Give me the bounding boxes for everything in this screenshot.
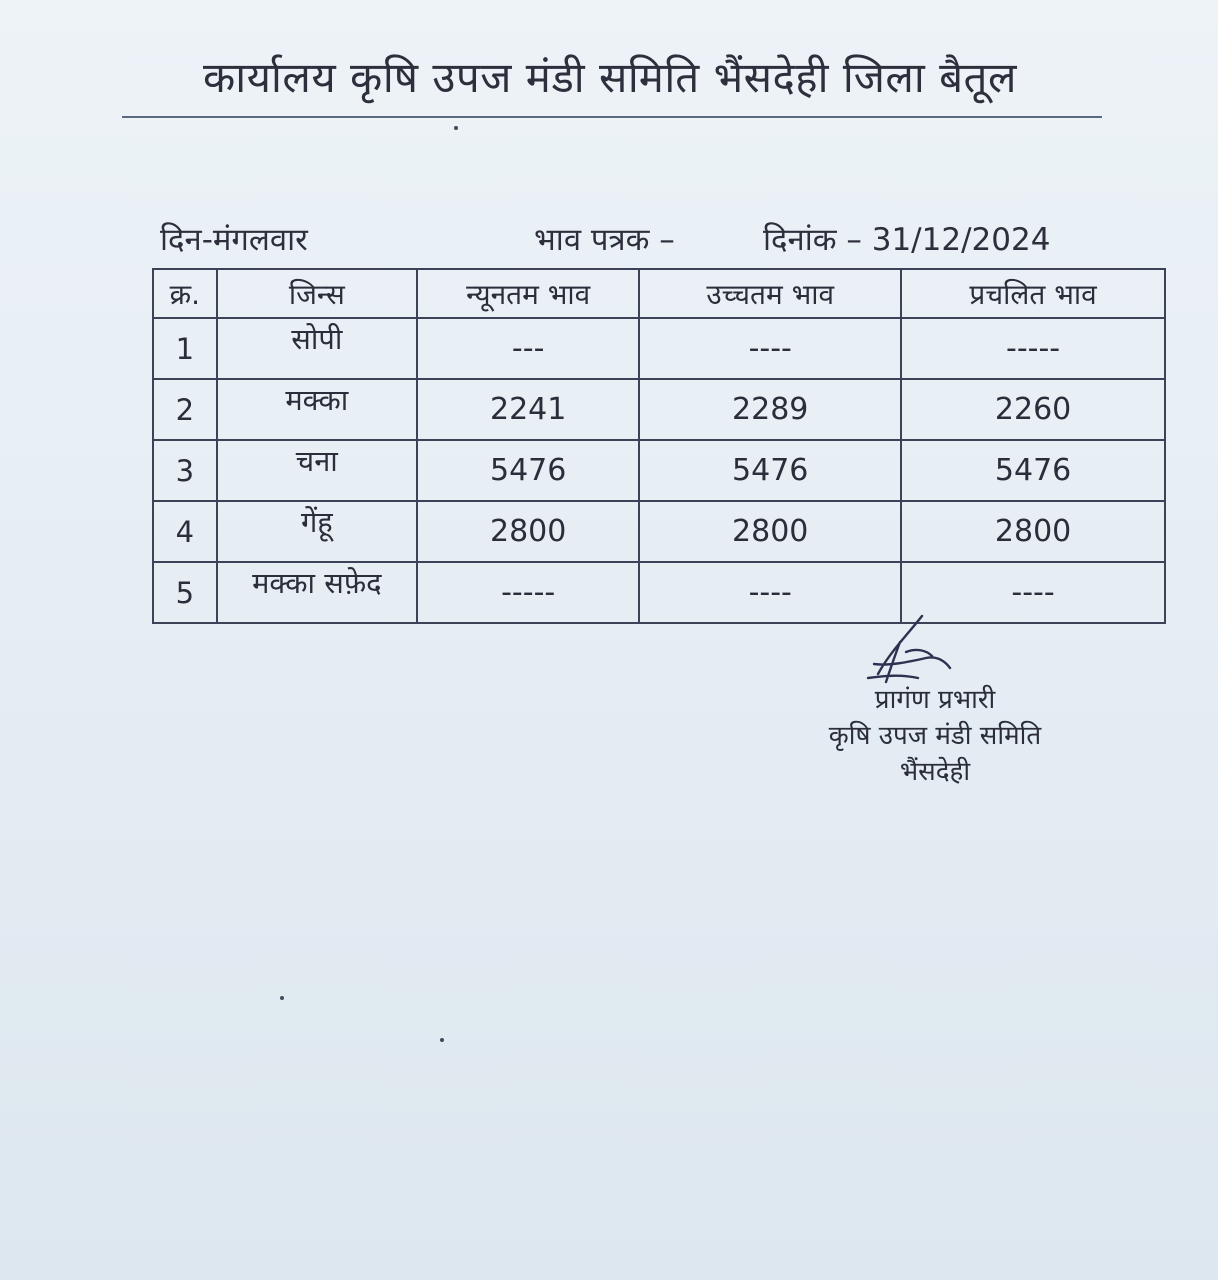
header-min-rate: न्यूनतम भाव <box>417 269 639 318</box>
commodity-cell: सोपी <box>217 318 417 379</box>
commodity-cell: मक्का सफ़ेद <box>217 562 417 623</box>
table-row <box>153 440 1165 501</box>
prevailing-rate-cell: ----- <box>901 318 1165 379</box>
day-label: दिन-मंगलवार <box>160 222 308 258</box>
min-rate-cell: ----- <box>417 562 639 623</box>
min-rate-cell: 5476 <box>417 440 639 501</box>
serial-cell: 1 <box>153 318 217 379</box>
date-label: दिनांक – 31/12/2024 <box>763 222 1051 258</box>
header-max-rate: उच्चतम भाव <box>639 269 901 318</box>
commodity-cell: मक्का <box>217 379 417 440</box>
title-underline <box>122 116 1102 118</box>
prevailing-rate-cell: ---- <box>901 562 1165 623</box>
serial-cell: 2 <box>153 379 217 440</box>
max-rate-cell: 2800 <box>639 501 901 562</box>
rate-sheet-label: भाव पत्रक – <box>534 222 675 258</box>
max-rate-cell: 2289 <box>639 379 901 440</box>
commodity-cell: चना <box>217 440 417 501</box>
min-rate-cell: --- <box>417 318 639 379</box>
max-rate-cell: ---- <box>639 562 901 623</box>
prevailing-rate-cell: 2260 <box>901 379 1165 440</box>
rates-table <box>152 268 1166 624</box>
prevailing-rate-cell: 5476 <box>901 440 1165 501</box>
min-rate-cell: 2800 <box>417 501 639 562</box>
serial-cell: 5 <box>153 562 217 623</box>
table-row <box>153 379 1165 440</box>
table-row <box>153 318 1165 379</box>
header-serial: क्र. <box>153 269 217 318</box>
max-rate-cell: 5476 <box>639 440 901 501</box>
signatory-place: भैंसदेही <box>899 757 971 787</box>
table-header-row <box>153 269 1165 318</box>
office-title: कार्यालय कृषि उपज मंडी समिति भैंसदेही जिला बैतूल <box>203 53 1017 102</box>
ink-speck <box>454 126 458 130</box>
serial-cell: 4 <box>153 501 217 562</box>
signatory-designation: प्रागंण प्रभारी <box>874 685 996 715</box>
table-row <box>153 501 1165 562</box>
commodity-cell: गेंहू <box>217 501 417 562</box>
signatory-block <box>790 682 1080 790</box>
prevailing-rate-cell: 2800 <box>901 501 1165 562</box>
max-rate-cell: ---- <box>639 318 901 379</box>
ink-speck <box>440 1038 444 1042</box>
ink-speck <box>280 996 284 1000</box>
header-prevailing-rate: प्रचलित भाव <box>901 269 1165 318</box>
table-row <box>153 562 1165 623</box>
header-commodity: जिन्स <box>217 269 417 318</box>
min-rate-cell: 2241 <box>417 379 639 440</box>
signatory-office: कृषि उपज मंडी समिति <box>828 721 1042 751</box>
serial-cell: 3 <box>153 440 217 501</box>
